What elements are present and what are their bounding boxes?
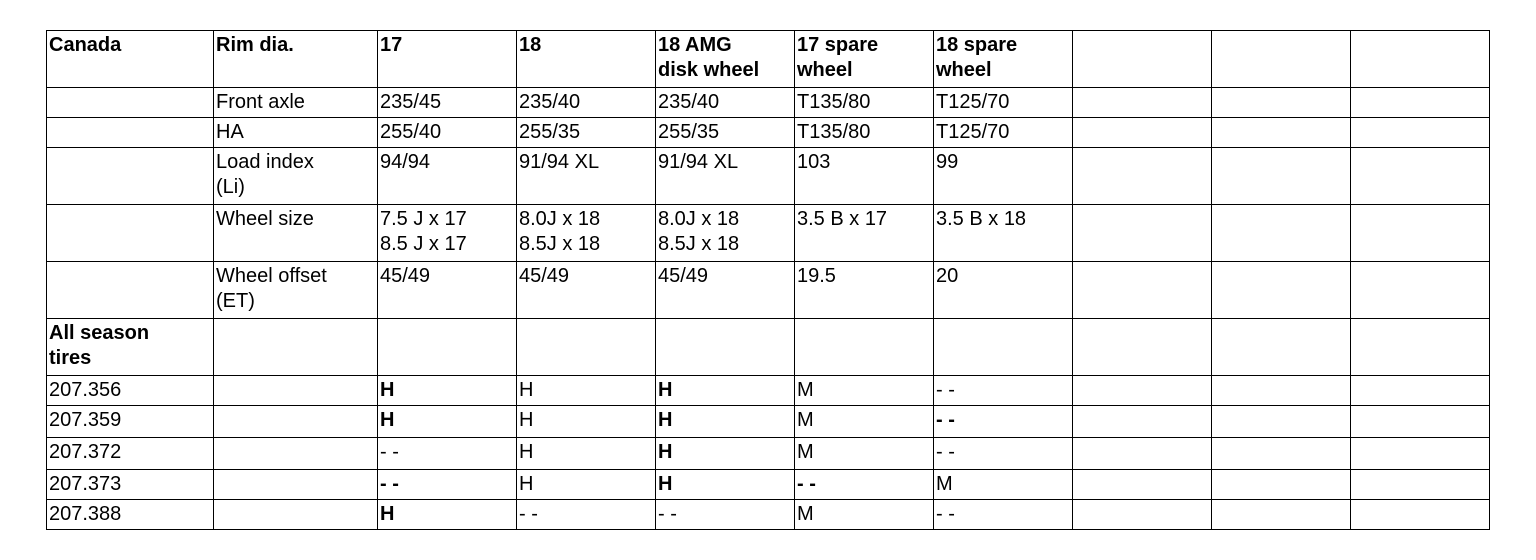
table-cell-c7 bbox=[1073, 205, 1212, 262]
table-cell-c4: 235/40 bbox=[656, 88, 795, 118]
header-cell-c3: 18 bbox=[517, 31, 656, 88]
header-cell-c6: 18 spare wheel bbox=[934, 31, 1073, 88]
table-cell-c0: 207.388 bbox=[47, 500, 214, 530]
table-cell-c2 bbox=[378, 319, 517, 376]
table-row bbox=[47, 438, 1490, 470]
table-cell-c9 bbox=[1351, 438, 1490, 470]
table-row bbox=[47, 470, 1490, 500]
table-cell-c0: 207.359 bbox=[47, 406, 214, 438]
table-cell-c6: - - bbox=[934, 500, 1073, 530]
table-cell-c3: 45/49 bbox=[517, 262, 656, 319]
table-cell-c1: Load index (Li) bbox=[214, 148, 378, 205]
table-cell-c2: 255/40 bbox=[378, 118, 517, 148]
table-cell-c2: 94/94 bbox=[378, 148, 517, 205]
table-cell-c8 bbox=[1212, 406, 1351, 438]
table-cell-c7 bbox=[1073, 438, 1212, 470]
table-cell-c1: HA bbox=[214, 118, 378, 148]
table-cell-c5: T135/80 bbox=[795, 118, 934, 148]
table-cell-c8 bbox=[1212, 88, 1351, 118]
table-row bbox=[47, 118, 1490, 148]
table-cell-c8 bbox=[1212, 319, 1351, 376]
table-row bbox=[47, 319, 1490, 376]
table-row bbox=[47, 148, 1490, 205]
table-cell-c0 bbox=[47, 205, 214, 262]
table-cell-c0: 207.372 bbox=[47, 438, 214, 470]
table-cell-c6: T125/70 bbox=[934, 88, 1073, 118]
table-cell-c0: 207.356 bbox=[47, 376, 214, 406]
tire-spec-table bbox=[46, 30, 1490, 530]
table-cell-c9 bbox=[1351, 262, 1490, 319]
table-cell-c7 bbox=[1073, 500, 1212, 530]
table-cell-c6: - - bbox=[934, 376, 1073, 406]
header-cell-c2: 17 bbox=[378, 31, 517, 88]
table-cell-c8 bbox=[1212, 438, 1351, 470]
table-cell-c3: H bbox=[517, 438, 656, 470]
table-cell-c3 bbox=[517, 319, 656, 376]
table-cell-c1 bbox=[214, 438, 378, 470]
header-cell-c5: 17 spare wheel bbox=[795, 31, 934, 88]
table-cell-c9 bbox=[1351, 406, 1490, 438]
table-cell-c7 bbox=[1073, 319, 1212, 376]
table-cell-c9 bbox=[1351, 500, 1490, 530]
table-cell-c2: H bbox=[378, 500, 517, 530]
table-cell-c1: Front axle bbox=[214, 88, 378, 118]
table-cell-c6: - - bbox=[934, 438, 1073, 470]
table-cell-c5 bbox=[795, 319, 934, 376]
table-cell-c4 bbox=[656, 319, 795, 376]
table-cell-c5: - - bbox=[795, 470, 934, 500]
table-cell-c8 bbox=[1212, 262, 1351, 319]
table-cell-c6: 20 bbox=[934, 262, 1073, 319]
header-cell-c9 bbox=[1351, 31, 1490, 88]
table-cell-c8 bbox=[1212, 148, 1351, 205]
table-cell-c1 bbox=[214, 376, 378, 406]
table-cell-c7 bbox=[1073, 376, 1212, 406]
table-cell-c0 bbox=[47, 118, 214, 148]
table-cell-c3: 255/35 bbox=[517, 118, 656, 148]
table-cell-c6: T125/70 bbox=[934, 118, 1073, 148]
table-cell-c3: 91/94 XL bbox=[517, 148, 656, 205]
table-cell-c8 bbox=[1212, 376, 1351, 406]
table-cell-c3: - - bbox=[517, 500, 656, 530]
table-cell-c1 bbox=[214, 470, 378, 500]
table-cell-c1 bbox=[214, 319, 378, 376]
header-cell-c0: Canada bbox=[47, 31, 214, 88]
table-cell-c0 bbox=[47, 88, 214, 118]
table-cell-c2: H bbox=[378, 406, 517, 438]
table-cell-c7 bbox=[1073, 148, 1212, 205]
table-cell-c1: Wheel size bbox=[214, 205, 378, 262]
table-cell-c6: 3.5 B x 18 bbox=[934, 205, 1073, 262]
table-cell-c2: H bbox=[378, 376, 517, 406]
table-cell-c9 bbox=[1351, 88, 1490, 118]
table-cell-c4: - - bbox=[656, 500, 795, 530]
table-cell-c1 bbox=[214, 500, 378, 530]
table-cell-c9 bbox=[1351, 148, 1490, 205]
table-row bbox=[47, 262, 1490, 319]
table-cell-c7 bbox=[1073, 406, 1212, 438]
table-row bbox=[47, 406, 1490, 438]
table-cell-c9 bbox=[1351, 118, 1490, 148]
table-header-row bbox=[47, 31, 1490, 88]
table-cell-c4: H bbox=[656, 438, 795, 470]
table-cell-c5: M bbox=[795, 406, 934, 438]
table-row bbox=[47, 205, 1490, 262]
table-cell-c9 bbox=[1351, 376, 1490, 406]
table-cell-c6: M bbox=[934, 470, 1073, 500]
table-cell-c4: 8.0J x 18 8.5J x 18 bbox=[656, 205, 795, 262]
table-cell-c4: H bbox=[656, 470, 795, 500]
table-cell-c3: H bbox=[517, 470, 656, 500]
table-cell-c1: Wheel offset (ET) bbox=[214, 262, 378, 319]
table-cell-c2: 45/49 bbox=[378, 262, 517, 319]
table-cell-c8 bbox=[1212, 470, 1351, 500]
table-cell-c7 bbox=[1073, 262, 1212, 319]
table-cell-c6: - - bbox=[934, 406, 1073, 438]
table-cell-c8 bbox=[1212, 500, 1351, 530]
table-cell-c4: 255/35 bbox=[656, 118, 795, 148]
table-cell-c2: - - bbox=[378, 470, 517, 500]
header-cell-c4: 18 AMG disk wheel bbox=[656, 31, 795, 88]
table-cell-c5: T135/80 bbox=[795, 88, 934, 118]
table-cell-c6: 99 bbox=[934, 148, 1073, 205]
table-cell-c2: 235/45 bbox=[378, 88, 517, 118]
header-cell-c8 bbox=[1212, 31, 1351, 88]
table-cell-c4: 91/94 XL bbox=[656, 148, 795, 205]
table-cell-c0 bbox=[47, 148, 214, 205]
table-cell-c0: 207.373 bbox=[47, 470, 214, 500]
table-cell-c3: H bbox=[517, 406, 656, 438]
table-cell-c5: 103 bbox=[795, 148, 934, 205]
table-cell-c9 bbox=[1351, 470, 1490, 500]
table-row bbox=[47, 376, 1490, 406]
table-cell-c4: 45/49 bbox=[656, 262, 795, 319]
header-cell-c1: Rim dia. bbox=[214, 31, 378, 88]
table-cell-c8 bbox=[1212, 118, 1351, 148]
table-cell-c7 bbox=[1073, 470, 1212, 500]
table-cell-c5: M bbox=[795, 500, 934, 530]
table-cell-c2: - - bbox=[378, 438, 517, 470]
table-cell-c3: 235/40 bbox=[517, 88, 656, 118]
table-cell-c7 bbox=[1073, 118, 1212, 148]
table-row bbox=[47, 500, 1490, 530]
table-cell-c9 bbox=[1351, 205, 1490, 262]
table-cell-c0: All season tires bbox=[47, 319, 214, 376]
table-cell-c5: 19.5 bbox=[795, 262, 934, 319]
table-cell-c5: M bbox=[795, 438, 934, 470]
table-cell-c4: H bbox=[656, 406, 795, 438]
table-cell-c1 bbox=[214, 406, 378, 438]
table-cell-c2: 7.5 J x 17 8.5 J x 17 bbox=[378, 205, 517, 262]
table-cell-c4: H bbox=[656, 376, 795, 406]
table-cell-c5: 3.5 B x 17 bbox=[795, 205, 934, 262]
table-cell-c9 bbox=[1351, 319, 1490, 376]
header-cell-c7 bbox=[1073, 31, 1212, 88]
table-cell-c6 bbox=[934, 319, 1073, 376]
table-cell-c3: H bbox=[517, 376, 656, 406]
table-row bbox=[47, 88, 1490, 118]
table-cell-c0 bbox=[47, 262, 214, 319]
table-cell-c8 bbox=[1212, 205, 1351, 262]
table-cell-c3: 8.0J x 18 8.5J x 18 bbox=[517, 205, 656, 262]
table-cell-c7 bbox=[1073, 88, 1212, 118]
table-cell-c5: M bbox=[795, 376, 934, 406]
